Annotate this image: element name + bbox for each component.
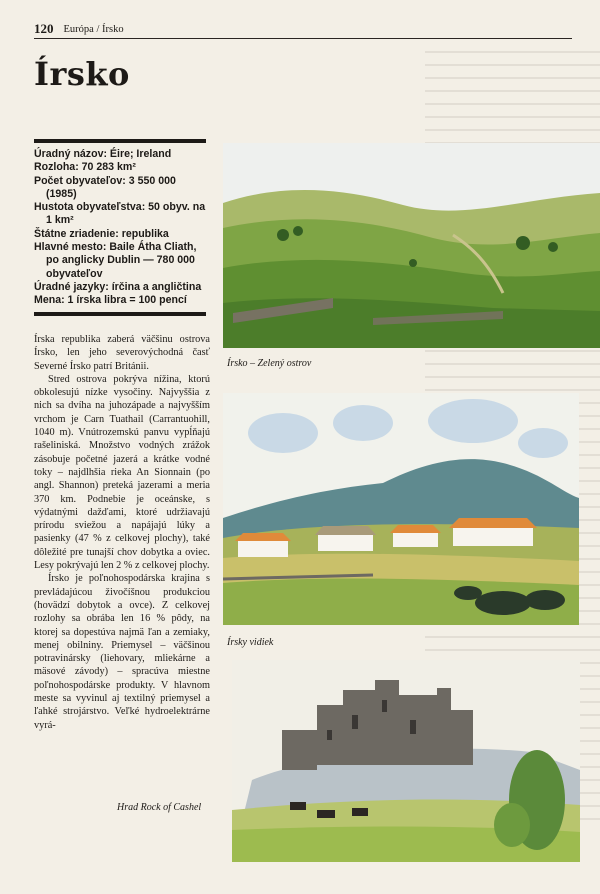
fact-languages: Úradné jazyky: írčina a angličtina	[34, 280, 202, 293]
caption-countryside: Írsky vidiek	[227, 637, 274, 648]
paragraph-economy: Írsko je poľnohospodárska krajina s prevládajúcou živočíšnou produkciou (hovädzí dobytok a ovce). Z celkovej rozlohy sa obrába len 16 % pôdy, na ktorej sa dopestúva najmä ľan a zemiaky, menej obilniny. Priemysel – väčšinou potravinársky (liehovary, mliekárne a mäsové závody) – spracúva miestne poľnohospodárske produkty. V hlavnom meste sa vyvinul aj textilný priemysel a ľahké strojárstvo. Veľké hydroelektrárne vyrá-	[34, 573, 210, 731]
rock-of-cashel-image	[232, 660, 580, 862]
page-header	[34, 20, 572, 39]
facts-box	[34, 148, 206, 308]
paragraph-intro: Írska republika zaberá väčšinu ostrova Írsko, len jeho severovýchodná časť Severné Írsko patrí Británii.	[34, 334, 210, 372]
caption-castle: Hrad Rock of Cashel	[117, 802, 202, 813]
fact-capital: Hlavné mesto: Baile Átha Cliath, po anglicky Dublin — 780 000 obyvateľov	[34, 241, 197, 280]
green-hills-image	[223, 143, 600, 348]
paragraph-geography: Stred ostrova pokrýva nížina, ktorú obkolesujú nízke vysočiny. Najvyššia z nich sa dvíha na juhozápade a najvyšším vrchom je Carn Tuathail (Carrantuohill, 1040 m). Vnútrozemskú panvu vypĺňajú rašeliniská. Množstvo vodných zrážok zásobuje početné jazerá a krátke vodné toky – najdlhšia rieka An Sionnain (po angl. Shannon) preteká jazerami a meria 370 km. Podnebie je oceánske, s výdatnými dažďami, ktoré udržiavajú prírodu sviežou a napájajú lúky a pasienky (47 % z celkovej plochy), také dôležité pre tunajší chov dobytka a oviec. Lesy pokrývajú len 2 % z celkovej plochy.	[34, 373, 210, 572]
page-title: Írsko	[34, 55, 130, 93]
countryside-image	[223, 393, 579, 625]
fact-area: Rozloha: 70 283 km²	[34, 161, 136, 174]
fact-density: Hustota obyvateľstva: 50 obyv. na 1 km²	[34, 201, 206, 227]
fact-government: Štátne zriadenie: republika	[34, 227, 169, 240]
fact-currency: Mena: 1 írska libra = 100 pencí	[34, 294, 187, 307]
running-head: Európa / Írsko	[63, 23, 124, 35]
illustration-green-island	[223, 143, 600, 348]
illustration-countryside	[223, 393, 579, 625]
facts-top-rule	[34, 139, 206, 143]
caption-green-island: Írsko – Zelený ostrov	[227, 358, 312, 369]
illustration-castle	[232, 660, 580, 862]
fact-population: Počet obyvateľov: 3 550 000 (1985)	[34, 174, 176, 200]
fact-official-name: Úradný názov: Éire; Ireland	[34, 148, 172, 160]
article-body	[34, 333, 210, 732]
facts-bottom-rule	[34, 312, 206, 316]
page-number: 120	[34, 21, 54, 36]
